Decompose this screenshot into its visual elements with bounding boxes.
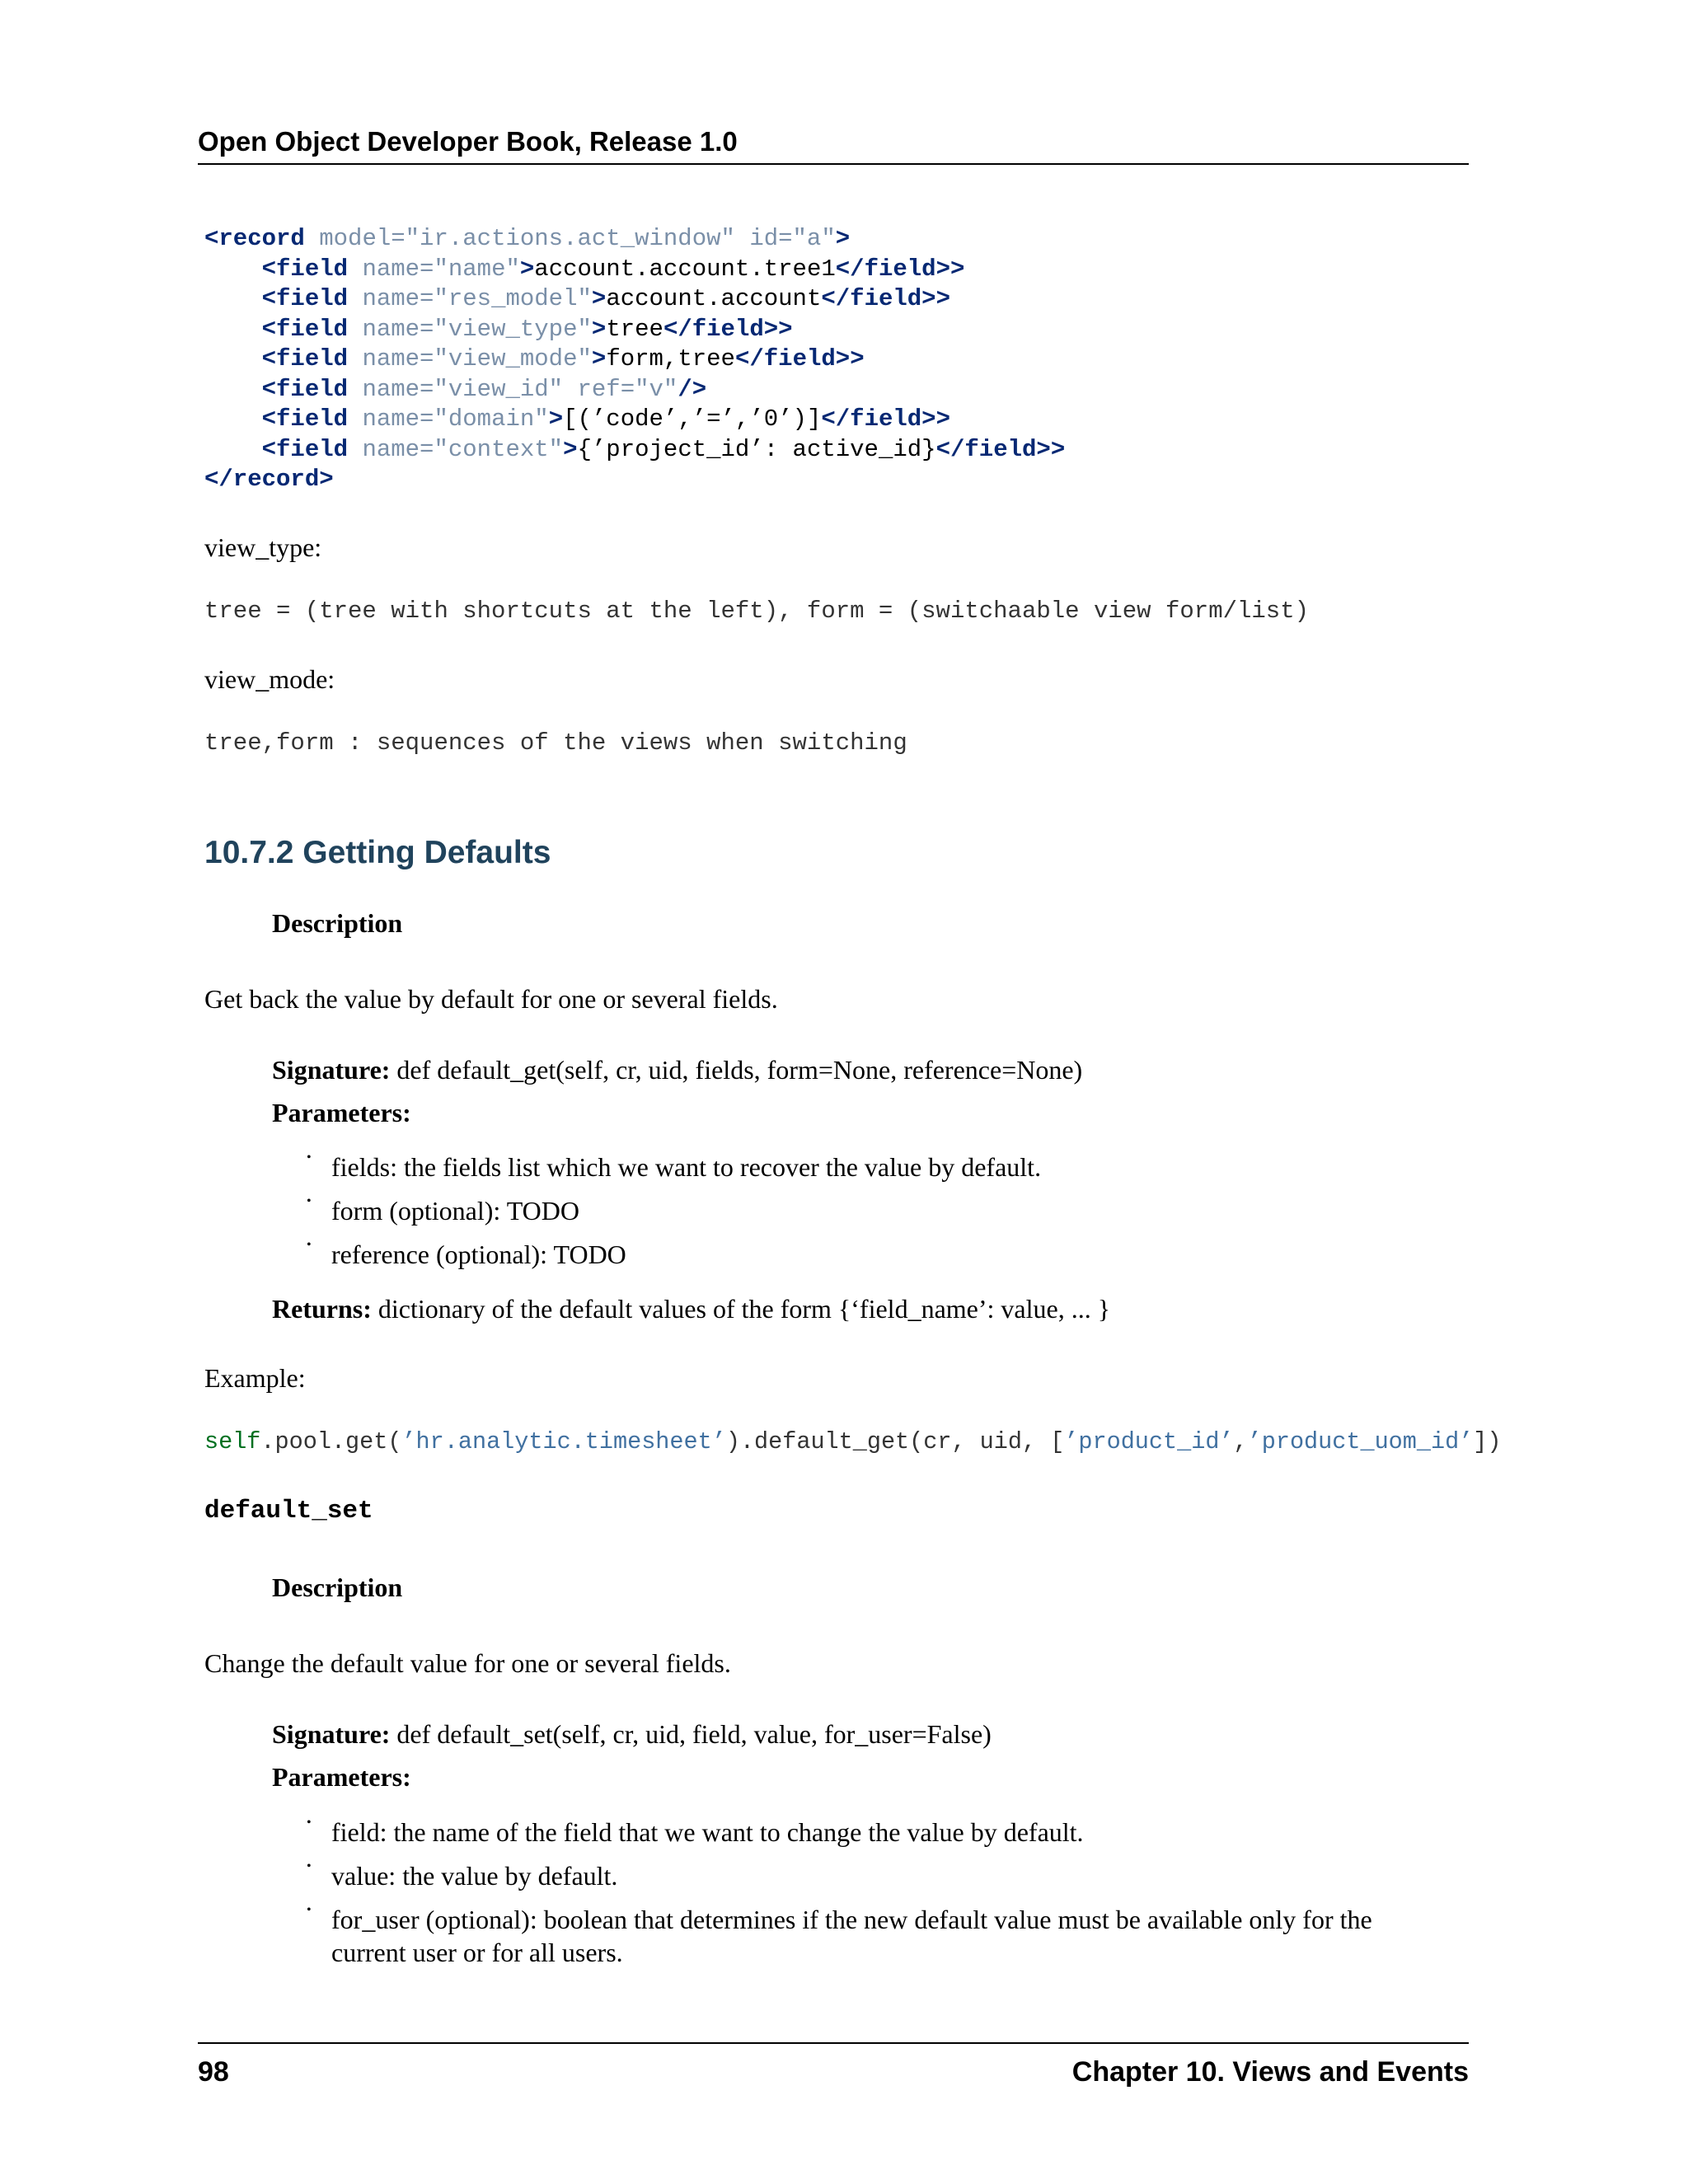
code-token: > bbox=[591, 345, 607, 373]
description-label: Description bbox=[272, 908, 403, 938]
code-token: account.account bbox=[606, 285, 822, 312]
page-number: 98 bbox=[198, 2056, 229, 2088]
code-token: name="res_model" bbox=[348, 285, 592, 312]
signature-line: Signature: def default_set(self, cr, uid, field, value, for_user=False) bbox=[272, 1719, 992, 1749]
header-title: Open Object Developer Book, Release 1.0 bbox=[198, 126, 738, 157]
code-token: > bbox=[850, 345, 865, 373]
code-token: [(’code’,’=’,’0’)] bbox=[563, 405, 822, 433]
code-token: </field> bbox=[821, 405, 936, 433]
code-token: form,tree bbox=[606, 345, 735, 373]
code-token: name="view_id" ref="v" bbox=[348, 375, 678, 403]
code-token: <field bbox=[261, 315, 349, 343]
signature-line: Signature: def default_get(self, cr, uid, fields, form=None, reference=None) bbox=[272, 1055, 1083, 1085]
chapter-title: Chapter 10. Views and Events bbox=[1071, 2056, 1469, 2088]
code-token: > bbox=[835, 225, 851, 252]
code-token: > bbox=[778, 315, 793, 343]
code-token: name="view_type" bbox=[348, 315, 592, 343]
code-token: name="name" bbox=[348, 255, 520, 283]
param-item: fields: the fields list which we want to recover the value by default. bbox=[331, 1152, 1042, 1182]
page-footer bbox=[198, 2042, 1469, 2088]
code-token: {’project_id’: active_id} bbox=[577, 435, 936, 463]
code-token: name="view_mode" bbox=[348, 345, 592, 373]
code-token: </field> bbox=[935, 435, 1051, 463]
description-text: Change the default value for one or several fields. bbox=[204, 1648, 731, 1678]
view-mode-code: tree,form : sequences of the views when switching bbox=[204, 729, 907, 757]
code-token: > bbox=[519, 255, 535, 283]
view-type-label: view_type: bbox=[204, 532, 322, 562]
code-token: </field> bbox=[821, 285, 936, 312]
code-token: </field> bbox=[734, 345, 851, 373]
code-token: > bbox=[935, 405, 950, 433]
code-token: </record> bbox=[204, 466, 334, 493]
code-token: <field bbox=[261, 345, 349, 373]
code-token: <field bbox=[261, 405, 349, 433]
code-token: account.account.tree1 bbox=[534, 255, 836, 283]
record-code-block bbox=[204, 224, 1065, 495]
param-item-continuation: current user or for all users. bbox=[331, 1938, 623, 1967]
param-item: for_user (optional): boolean that determines if the new default value must be available only for the bbox=[331, 1905, 1372, 1934]
code-token: name="domain" bbox=[348, 405, 549, 433]
code-token: > bbox=[591, 315, 607, 343]
code-token: > bbox=[950, 255, 965, 283]
code-token: tree bbox=[606, 315, 663, 343]
returns-line: Returns: dictionary of the default values of the form {‘field_name’: value, ... } bbox=[272, 1294, 1111, 1324]
param-item: field: the name of the field that we want to change the value by default. bbox=[331, 1817, 1084, 1847]
description-text: Get back the value by default for one or several fields. bbox=[204, 984, 778, 1014]
default-set-title: default_set bbox=[204, 1497, 373, 1526]
code-token: /> bbox=[678, 375, 707, 403]
code-token: </field> bbox=[835, 255, 950, 283]
code-token: <record bbox=[204, 225, 305, 252]
code-token: name="context" bbox=[348, 435, 564, 463]
page-header bbox=[198, 125, 1469, 165]
code-token: model="ir.actions.act_window" id="a" bbox=[304, 225, 836, 252]
code-token: <field bbox=[261, 375, 349, 403]
view-mode-label: view_mode: bbox=[204, 664, 335, 694]
view-type-code: tree = (tree with shortcuts at the left), form = (switchaable view form/list) bbox=[204, 598, 1310, 625]
parameters-label: Parameters: bbox=[272, 1098, 411, 1127]
code-token: > bbox=[591, 285, 607, 312]
code-token: > bbox=[563, 435, 578, 463]
code-token: </field> bbox=[663, 315, 779, 343]
example-label: Example: bbox=[204, 1363, 306, 1393]
code-token: <field bbox=[261, 285, 349, 312]
section-title: 10.7.2 Getting Defaults bbox=[204, 835, 551, 870]
code-token: > bbox=[935, 285, 950, 312]
example-code: self.pool.get(’hr.analytic.timesheet’).default_get(cr, uid, [’product_id’,’product_uom_id’]) bbox=[204, 1428, 1502, 1455]
param-item: form (optional): TODO bbox=[331, 1196, 579, 1226]
code-token: > bbox=[548, 405, 564, 433]
code-token: > bbox=[1050, 435, 1066, 463]
param-item: value: the value by default. bbox=[331, 1861, 618, 1891]
code-token: <field bbox=[261, 255, 349, 283]
parameters-label: Parameters: bbox=[272, 1762, 411, 1792]
code-token: <field bbox=[261, 435, 349, 463]
param-item: reference (optional): TODO bbox=[331, 1240, 626, 1269]
description-label: Description bbox=[272, 1572, 403, 1602]
